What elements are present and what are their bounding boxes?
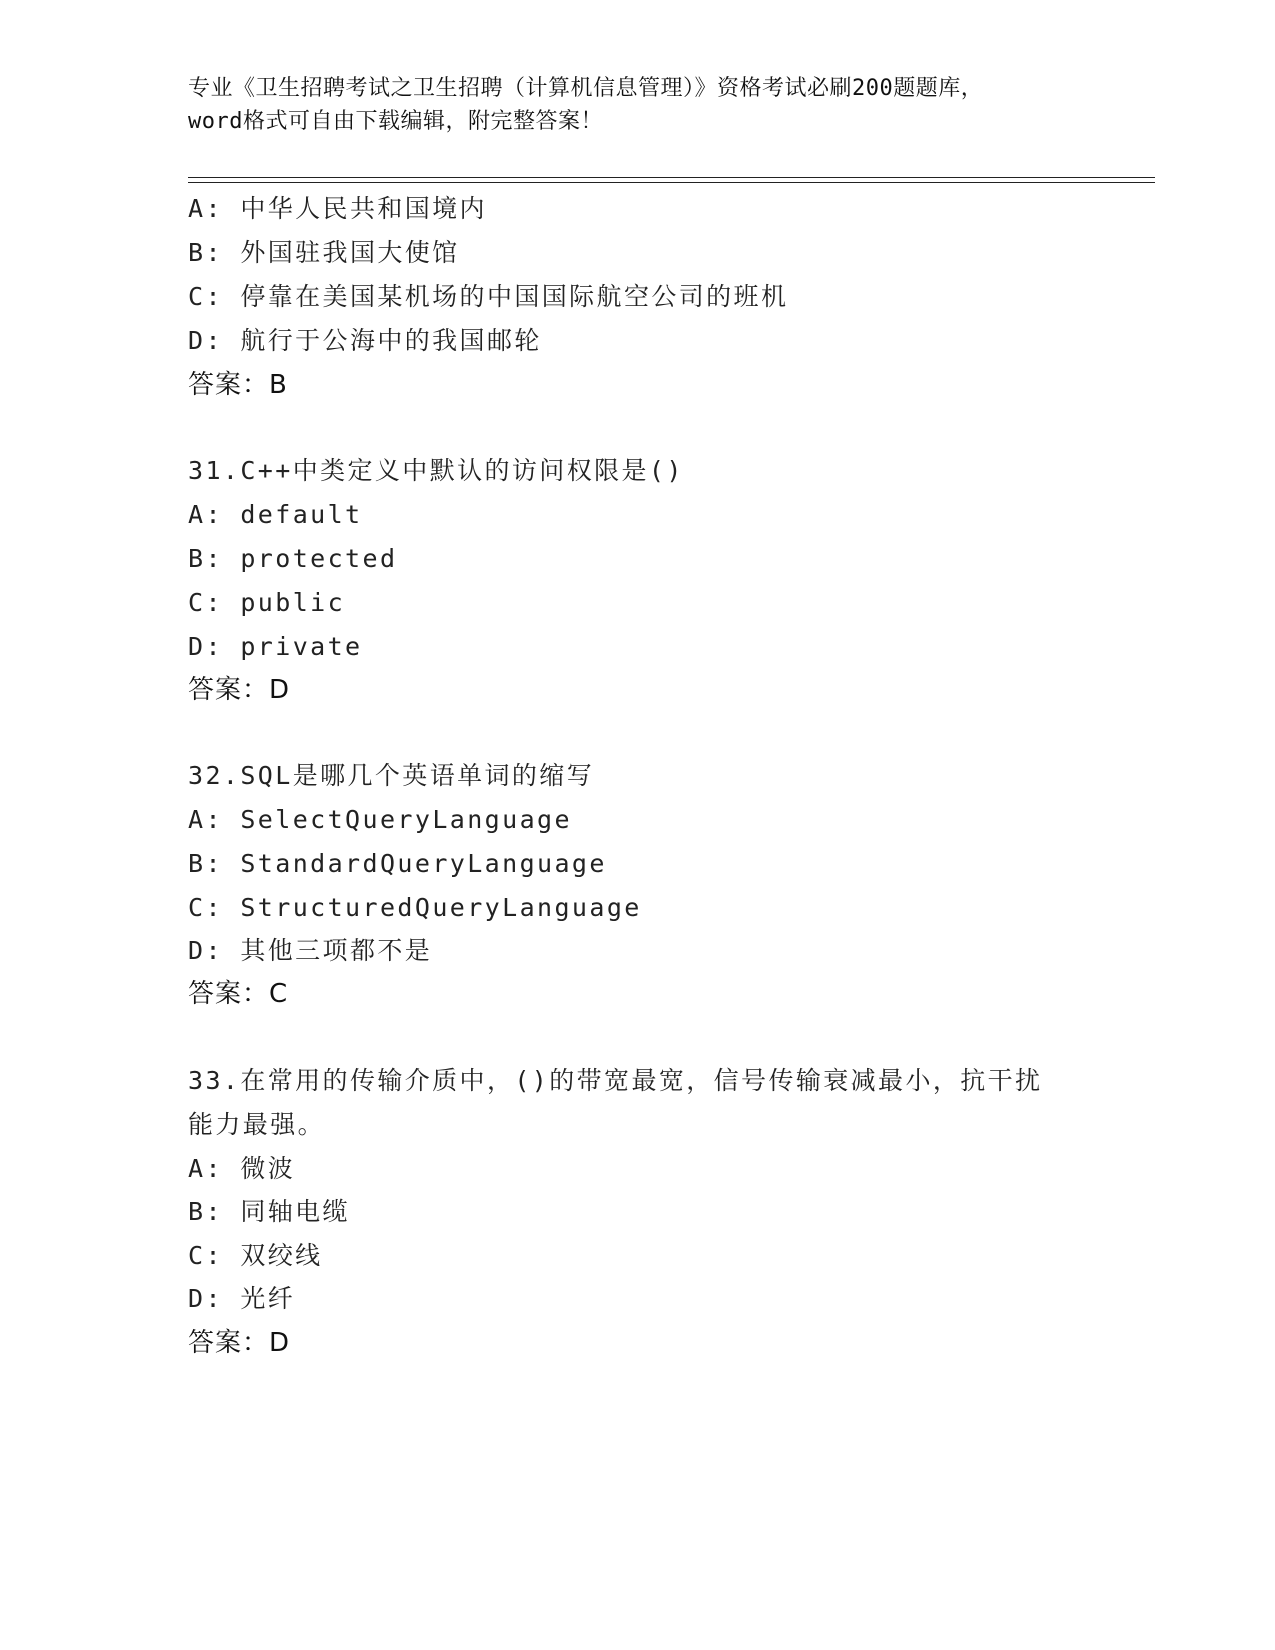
q32-option-b: B: StandardQueryLanguage <box>188 849 607 878</box>
q33-option-b: B: 同轴电缆 <box>188 1197 350 1226</box>
header-divider-bottom <box>188 182 1155 183</box>
q31-option-a: A: default <box>188 500 363 529</box>
q30-option-c: C: 停靠在美国某机场的中国国际航空公司的班机 <box>188 282 789 311</box>
header-line-1: 专业《卫生招聘考试之卫生招聘（计算机信息管理）》资格考试必刷200题题库， <box>188 76 984 101</box>
q31-answer: 答案：D <box>188 675 291 705</box>
q30-option-d: D: 航行于公海中的我国邮轮 <box>188 326 542 355</box>
q32-answer: 答案：C <box>188 979 289 1009</box>
header-divider-top <box>188 177 1155 178</box>
q33-option-a: A: 微波 <box>188 1154 296 1183</box>
q33-answer: 答案：D <box>188 1328 291 1358</box>
q32-option-a: A: SelectQueryLanguage <box>188 805 572 834</box>
q31-option-d: D: private <box>188 632 363 661</box>
q33-option-d: D: 光纤 <box>188 1284 296 1313</box>
q30-option-b: B: 外国驻我国大使馆 <box>188 238 460 267</box>
q33-question-line-2: 能力最强。 <box>188 1110 326 1139</box>
document-header <box>188 72 1088 138</box>
header-line-2: word格式可自由下载编辑，附完整答案！ <box>188 109 603 134</box>
q31-option-c: C: public <box>188 588 346 617</box>
q31-question: 31.C++中类定义中默认的访问权限是() <box>188 456 684 485</box>
q33-question-line-1: 33.在常用的传输介质中，()的带宽最宽，信号传输衰减最小，抗干扰 <box>188 1066 1043 1095</box>
q32-question: 32.SQL是哪几个英语单词的缩写 <box>188 761 595 790</box>
q33-option-c: C: 双绞线 <box>188 1241 323 1270</box>
q31-option-b: B: protected <box>188 544 398 573</box>
q30-option-a: A: 中华人民共和国境内 <box>188 194 487 223</box>
q32-option-c: C: StructuredQueryLanguage <box>188 893 642 922</box>
q32-option-d: D: 其他三项都不是 <box>188 936 433 965</box>
q30-answer: 答案：B <box>188 370 288 400</box>
